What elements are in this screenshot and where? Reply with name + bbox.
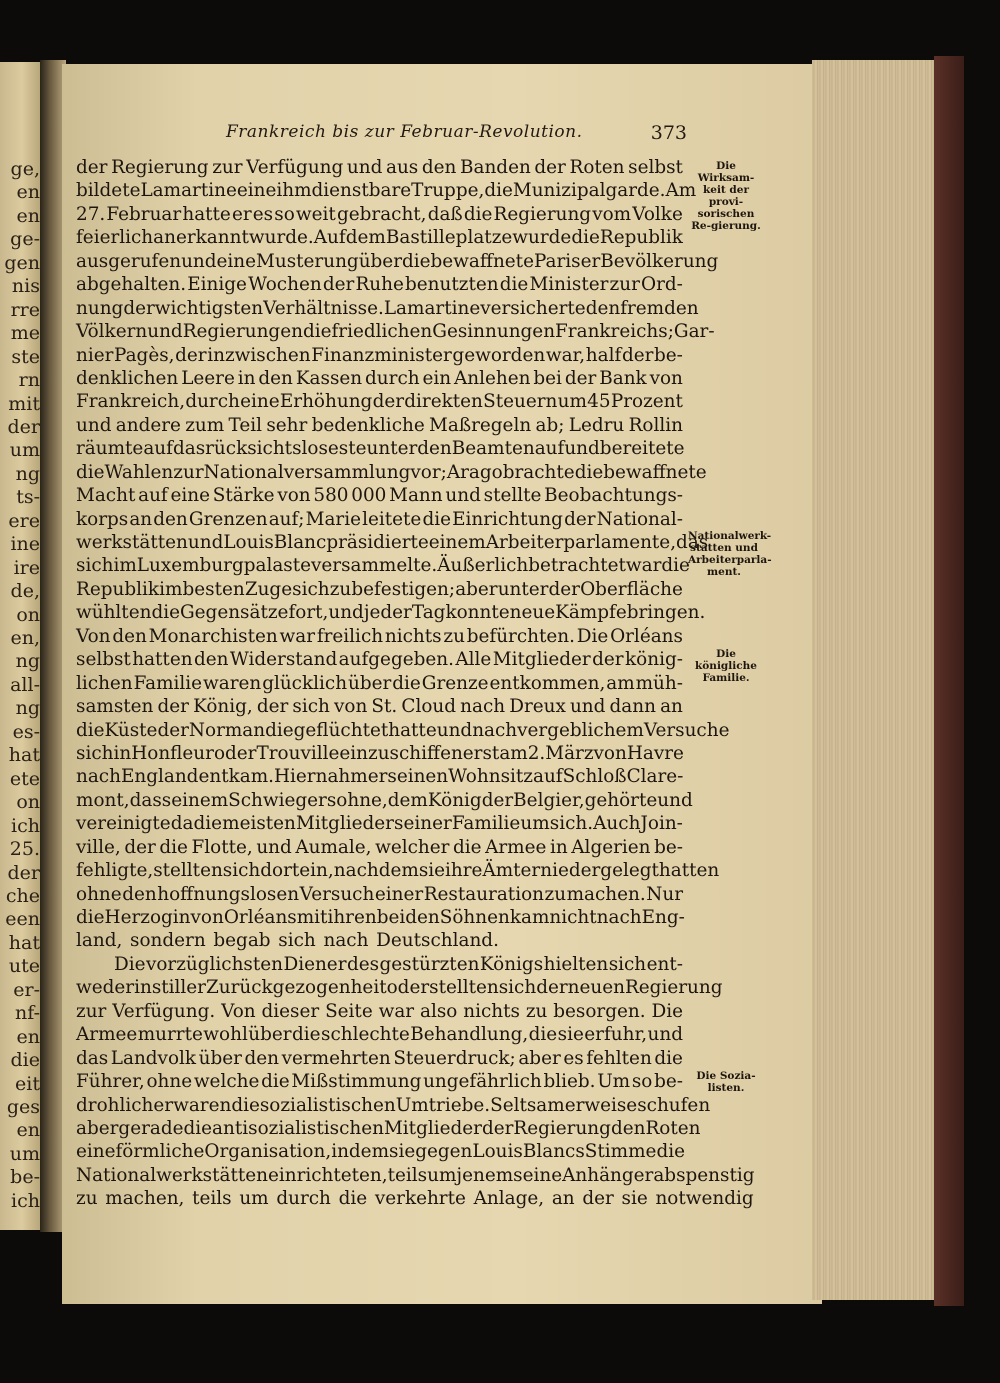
text-line: Führer, ohne welche die Mißstimmung ungefährlich blieb. Um so be- [76,1071,683,1093]
facing-page-fragment: rre [10,298,40,321]
facing-page-fragment: um [9,439,40,462]
text-line: denklichen Leere in den Kassen durch ein Anlehen bei der Bank von [76,367,683,389]
book-cover-edge [934,56,964,1306]
facing-page-fragment: ute [8,955,40,978]
facing-page-fragment: nis [11,275,40,298]
text-line: fehligte, stellten sich dort ein, nachdem sie ihre Ämter niedergelegt hatten [76,860,720,882]
facing-page-fragment: ng [15,650,40,673]
running-title: Frankreich bis zur Februar-Revolution. [226,122,583,142]
facing-page-fragment: hat [8,931,40,954]
facing-page-fragment: mit [8,392,40,415]
facing-page-fragment: ste [11,345,40,368]
text-line: nach England entkam. Hier nahm er seinen Wohnsitz auf Schloß Clare- [76,766,684,788]
text-line: drohlicher waren die sozialistischen Umtriebe. Seltsamerweise schufen [76,1094,711,1116]
facing-page-fragment: der [7,861,40,884]
text-line: wühlten die Gegensätze fort, und jeder Tag konnte neue Kämpfe bringen. [76,602,706,624]
text-line: werkstätten und Louis Blanc präsidierte einem Arbeiterparlamente, das [76,532,709,553]
facing-page-fragment: es- [12,720,40,743]
text-line: lichen Familie waren glücklich über die Grenze entkommen, am müh- [76,672,683,694]
marginal-note-provisional-government: Die Wirksam-keit der provi-sorischen Re-gierung. [691,160,761,232]
facing-page-fragment: 25. [9,838,40,861]
facing-page-fragment: een [5,908,40,931]
facing-page-fragment: all- [10,673,40,696]
text-line: land, sondern begab sich nach Deutschland. [76,930,499,952]
facing-page-fragment: er- [13,978,40,1001]
text-line: das Landvolk über den vermehrten Steuerdruck; aber es fehlten die [76,1047,683,1069]
facing-page-fragment: en [16,1119,40,1142]
marginal-note-socialists: Die Sozia-listen. [696,1070,756,1094]
text-line: sich im Luxemburgpalaste versammelte. Äußerlich betrachtet war die [76,555,690,577]
text-line: aber gerade die antisozialistischen Mitglieder der Regierung den Roten [76,1117,701,1139]
facing-page-fragment: en [16,181,40,204]
text-line: nung der wichtigsten Verhältnisse. Lamartine versicherte den fremden [76,297,699,319]
text-line: selbst hatten den Widerstand aufgegeben. Alle Mitglieder der könig- [76,649,683,671]
facing-page-fragment: ich [11,1189,40,1212]
facing-page-fragment: ts- [16,486,40,509]
text-line: zu machen, teils um durch die verkehrte Anlage, an der sie notwendig [76,1188,754,1210]
text-line: Republik im besten Zuge sich zu befestigen; aber unter der Oberfläche [76,578,683,600]
facing-page-fragment: gen [4,251,40,274]
text-line: vereinigte da die meisten Mitglieder seiner Familie um sich. Auch Join- [76,813,683,835]
text-line: die Wahlen zur Nationalversammlung vor; Arago brachte die bewaffnete [76,461,707,483]
text-line: mont, das seinem Schwiegersohne, dem König der Belgier, gehörte und [76,789,693,811]
text-line: Macht auf eine Stärke von 580 000 Mann und stellte Beobachtungs- [76,485,683,507]
text-line: eine förmliche Organisation, indem sie gegen Louis Blancs Stimme die [76,1141,685,1163]
facing-page-fragment: eit [15,1072,40,1095]
facing-page-fragment: on [16,791,40,814]
text-line: sich in Honfleur oder Trouville einzuschiffen erst am 2. März von Havre [76,742,684,764]
text-line: 27. Februar hatte er es so weit gebracht, daß die Regierung vom Volke [76,203,683,225]
text-line: samsten der König, der sich von St. Cloud nach Dreux und dann an [76,696,683,718]
facing-page-fragment: ere [8,509,40,532]
text-line: ausgerufen und eine Musterung über die bewaffnete Pariser Bevölkerung [76,250,719,272]
facing-page-fragment: ges [6,1096,40,1118]
facing-page-fragment: en, [10,627,40,649]
facing-page-fragment: be- [10,1166,40,1189]
text-line: räumte auf das rücksichtsloseste unter den Beamten auf und bereitete [76,438,685,460]
page-number: 373 [650,122,687,144]
page-edge-stack [812,60,937,1300]
text-line: weder in stiller Zurückgezogenheit oder stellten sich der neuen Regierung [76,977,723,999]
facing-page-fragment: ich [11,814,40,837]
text-line: Frankreich, durch eine Erhöhung der direkten Steuern um 45 Prozent [76,391,683,413]
facing-page-fragment: che [5,884,40,907]
facing-page-fragment: ire [13,556,40,579]
facing-page-fragment: ge, [10,158,40,180]
text-line: korps an den Grenzen auf; Marie leitete die Einrichtung der National- [76,508,683,530]
facing-page-fragment: nf- [14,1002,40,1025]
text-line: abgehalten. Einige Wochen der Ruhe benutzten die Minister zur Ord- [76,274,683,296]
text-line: und andere zum Teil sehr bedenkliche Maßregeln ab; Ledru Rollin [76,414,683,436]
facing-page-fragment: ge- [10,228,40,251]
facing-page-fragment: en [16,204,40,227]
text-line: die Küste der Normandie geflüchtet hatte und nach vergeblichem Versuche [76,719,730,741]
facing-page-fragment: ng [15,462,40,485]
facing-page-fragment: ng [15,697,40,720]
text-line: nier Pagès, der inzwischen Finanzminister geworden war, half der be- [76,344,683,366]
text-line: Armee murrte wohl über die schlechte Behandlung, die sie erfuhr, und [76,1024,683,1046]
text-line: die Herzogin von Orléans mit ihren beiden Söhnen kam nicht nach Eng- [76,907,685,928]
marginal-note-national-workshops: Nationalwerk-stätten und Arbeiterparla-ment. [688,530,772,578]
marginal-note-royal-family: Die königliche Familie. [695,648,757,684]
facing-page-fragment: on [16,603,40,626]
text-line: feierlich anerkannt wurde. Auf dem Bastilleplatze wurde die Republik [76,227,683,249]
text-line: der Regierung zur Verfügung und aus den Banden der Roten selbst [76,157,683,178]
facing-page-fragment: hat [8,744,40,767]
facing-page-fragment: um [9,1142,40,1165]
facing-page-fragment: en [16,1025,40,1048]
facing-page-fragment: ete [9,767,40,790]
text-line: Völkern und Regierungen die friedlichen Gesinnungen Frankreichs; Gar- [76,321,715,343]
text-line: ville, der die Flotte, und Aumale, welcher die Armee in Algerien be- [76,836,683,858]
facing-page-fragment: rn [18,369,40,392]
facing-page-fragment: der [7,415,40,438]
text-line: zur Verfügung. Von dieser Seite war also nichts zu besorgen. Die [76,1000,683,1022]
facing-page-edge [0,62,40,1230]
text-line: ohne den hoffnungslosen Versuch einer Restauration zu machen. Nur [76,883,683,905]
facing-page-fragment: die [10,1049,40,1072]
facing-page-fragment: ine [10,533,40,556]
text-line: Von den Monarchisten war freilich nichts zu befürchten. Die Orléans [76,625,683,647]
text-line: Die vorzüglichsten Diener des gestürzten Königs hielten sich ent- [114,953,683,975]
text-line: Nationalwerkstätten einrichteten, teils um jenem seine Anhänger abspenstig [76,1164,755,1186]
facing-page-fragment: me [10,322,40,345]
facing-page-fragment: de, [10,580,40,603]
text-line: bildete Lamartine eine ihm dienstbare Truppe, die Munizipalgarde. Am [76,180,697,202]
